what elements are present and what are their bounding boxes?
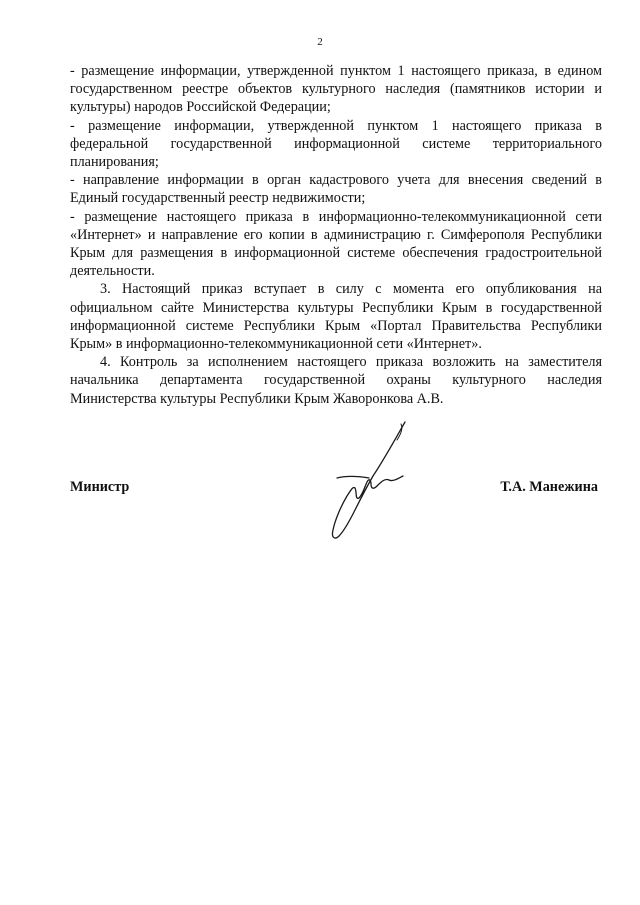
signatory-name: Т.А. Манежина: [500, 479, 598, 495]
signatory-title: Министр: [70, 479, 130, 495]
page-number: 2: [317, 36, 323, 48]
list-item-placement-register: - размещение информации, утвержденной пунктом 1 настоящего приказа, в едином государственном реестре объектов культурного наследия (памятников истории и культуры) народов Российской Федерации;: [70, 63, 602, 116]
clause-3-entry-into-force: 3. Настоящий приказ вступает в силу с момента его опубликования на официальном сайте Министерства культуры Республики Крым в государственной информационной системе Республики Крым «Портал Правительства Республики Крым» в информационно-телекоммуникационной сети «Интернет».: [70, 281, 602, 353]
clause-4-control: 4. Контроль за исполнением настоящего приказа возложить на заместителя начальника департамента государственной охраны культурного наследия Министерства культуры Республики Крым Жаворонкова А.В.: [70, 354, 602, 407]
list-item-placement-fgis: - размещение информации, утвержденной пунктом 1 настоящего приказа в федеральной государственной информационной системе территориального планирования;: [70, 117, 602, 171]
document-body: [70, 62, 602, 408]
list-item-internet-placement: - размещение настоящего приказа в информационно-телекоммуникационной сети «Интернет» и направление его копии в администрацию г. Симферополя Республики Крым для размещения в информационной системе обеспечения градостроительной деятельности.: [70, 208, 602, 280]
list-item-cadastral-direction: - направление информации в орган кадастрового учета для внесения сведений в Единый государственный реестр недвижимости;: [70, 172, 602, 207]
handwritten-signature: [315, 418, 425, 543]
